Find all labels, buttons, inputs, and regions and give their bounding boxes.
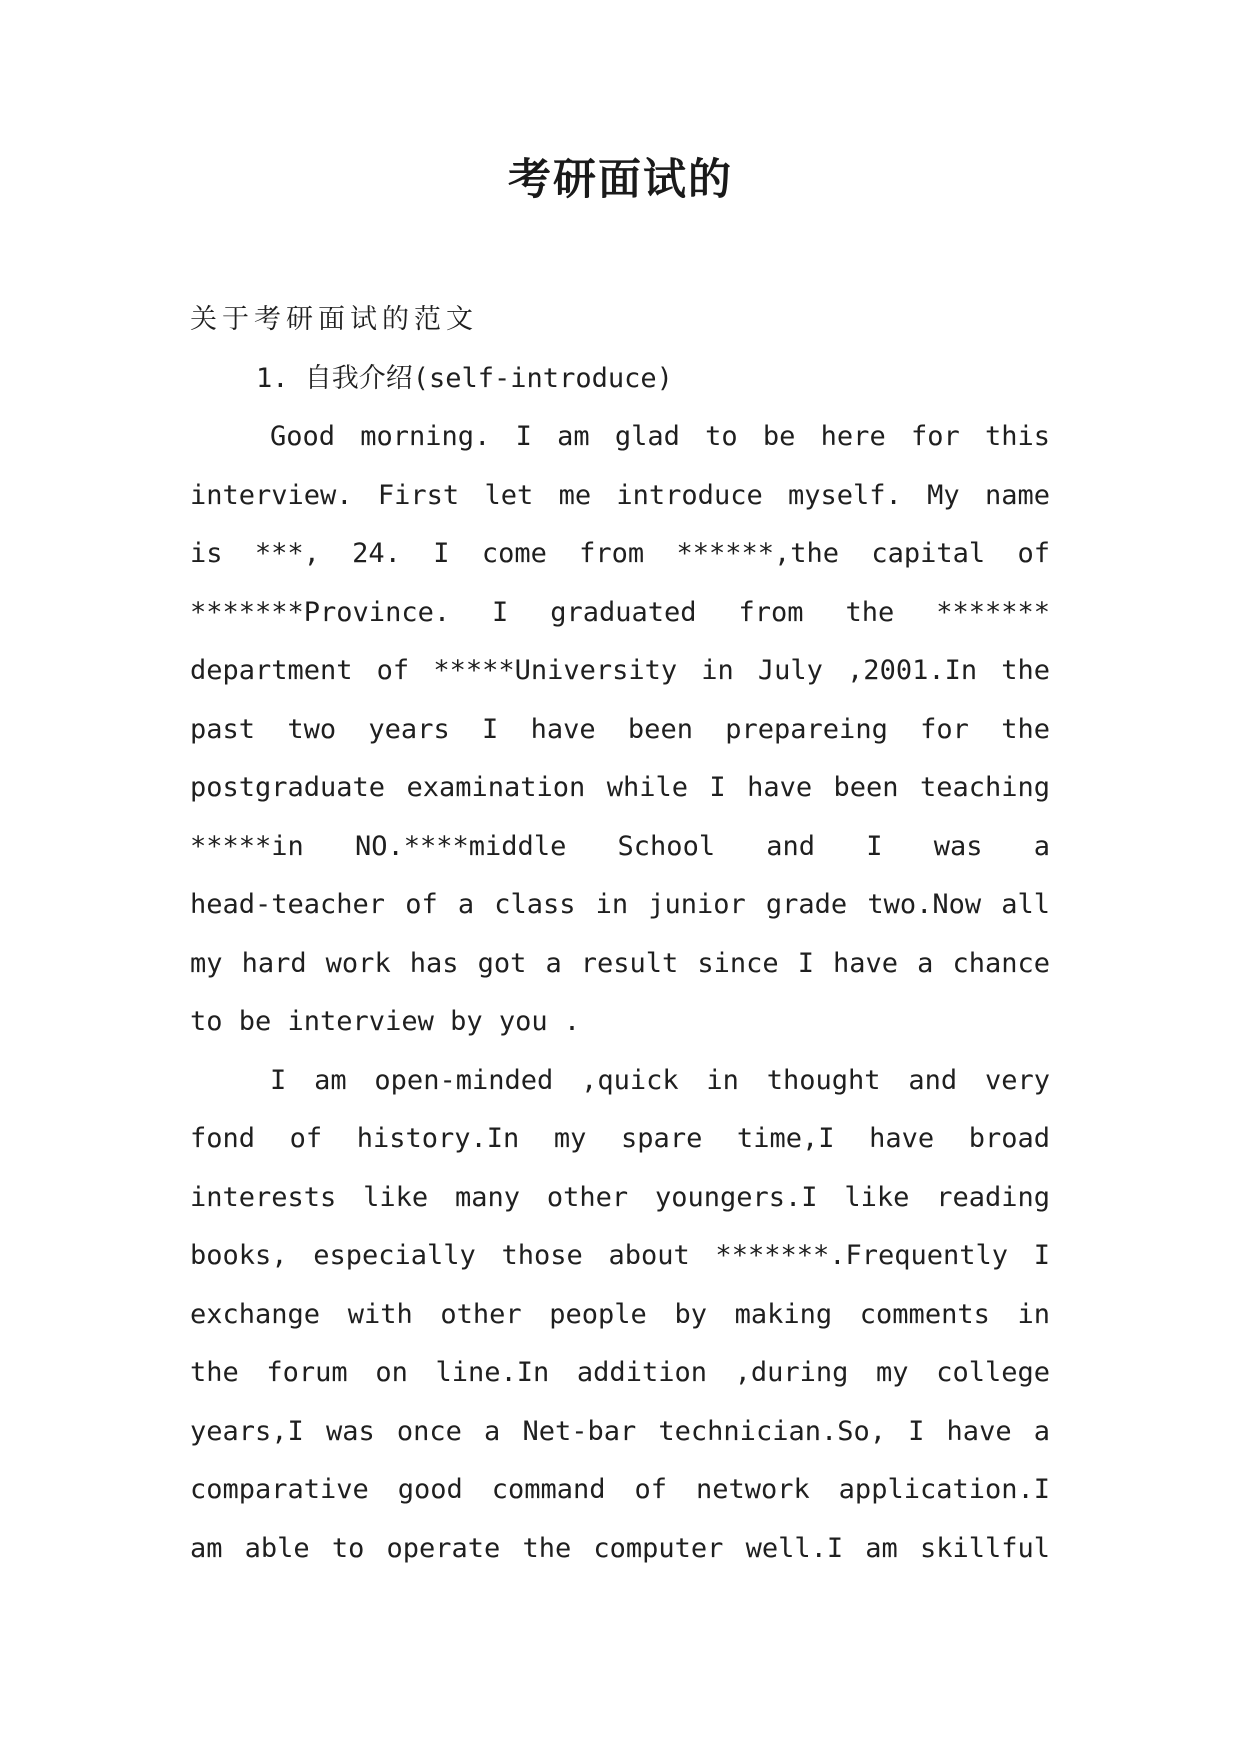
document-body xyxy=(190,291,1050,1578)
paragraph-line: postgraduate examination while I have been teaching xyxy=(190,772,1050,803)
section-heading: 1. 自我介绍(self-introduce) xyxy=(256,362,673,394)
paragraph-line: fond of history.In my spare time,I have broad xyxy=(190,1123,1050,1154)
paragraph-line: Good morning. I am glad to be here for this xyxy=(270,421,1050,452)
paragraph-line: past two years I have been prepareing for the xyxy=(190,713,1050,745)
paragraph-line: *******Province. I graduated from the ******* xyxy=(190,596,1050,628)
paragraph-line: department of *****University in July ,2001.In the xyxy=(190,655,1050,686)
paragraph-line: the forum on line.In addition ,during my college xyxy=(190,1357,1050,1388)
paragraph-line: *****in NO.****middle School and I was a xyxy=(190,830,1050,862)
paragraph-line: to be interview by you . xyxy=(190,1006,581,1037)
paragraph-line: comparative good command of network application.I xyxy=(190,1474,1050,1505)
paragraph-line: books, especially those about *******.Frequently I xyxy=(190,1240,1050,1271)
paragraph-line: is ***, 24. I come from ******,the capital of xyxy=(190,538,1050,569)
paragraph-line: exchange with other people by making comments in xyxy=(190,1298,1050,1330)
paragraph-line: interview. First let me introduce myself. My name xyxy=(190,479,1050,511)
paragraph-line: head-teacher of a class in junior grade two.Now all xyxy=(190,889,1050,920)
paragraph-line: years,I was once a Net-bar technician.So, I have a xyxy=(190,1415,1050,1447)
document-subtitle: 关于考研面试的范文 xyxy=(190,304,478,335)
document-title: 考研面试的 xyxy=(508,155,733,205)
paragraph-line: am able to operate the computer well.I am skillful xyxy=(190,1532,1050,1564)
paragraph-line: I am open-minded ,quick in thought and very xyxy=(270,1064,1050,1096)
paragraph-line: my hard work has got a result since I have a chance xyxy=(190,947,1050,979)
paragraph-line: interests like many other youngers.I like reading xyxy=(190,1181,1050,1213)
